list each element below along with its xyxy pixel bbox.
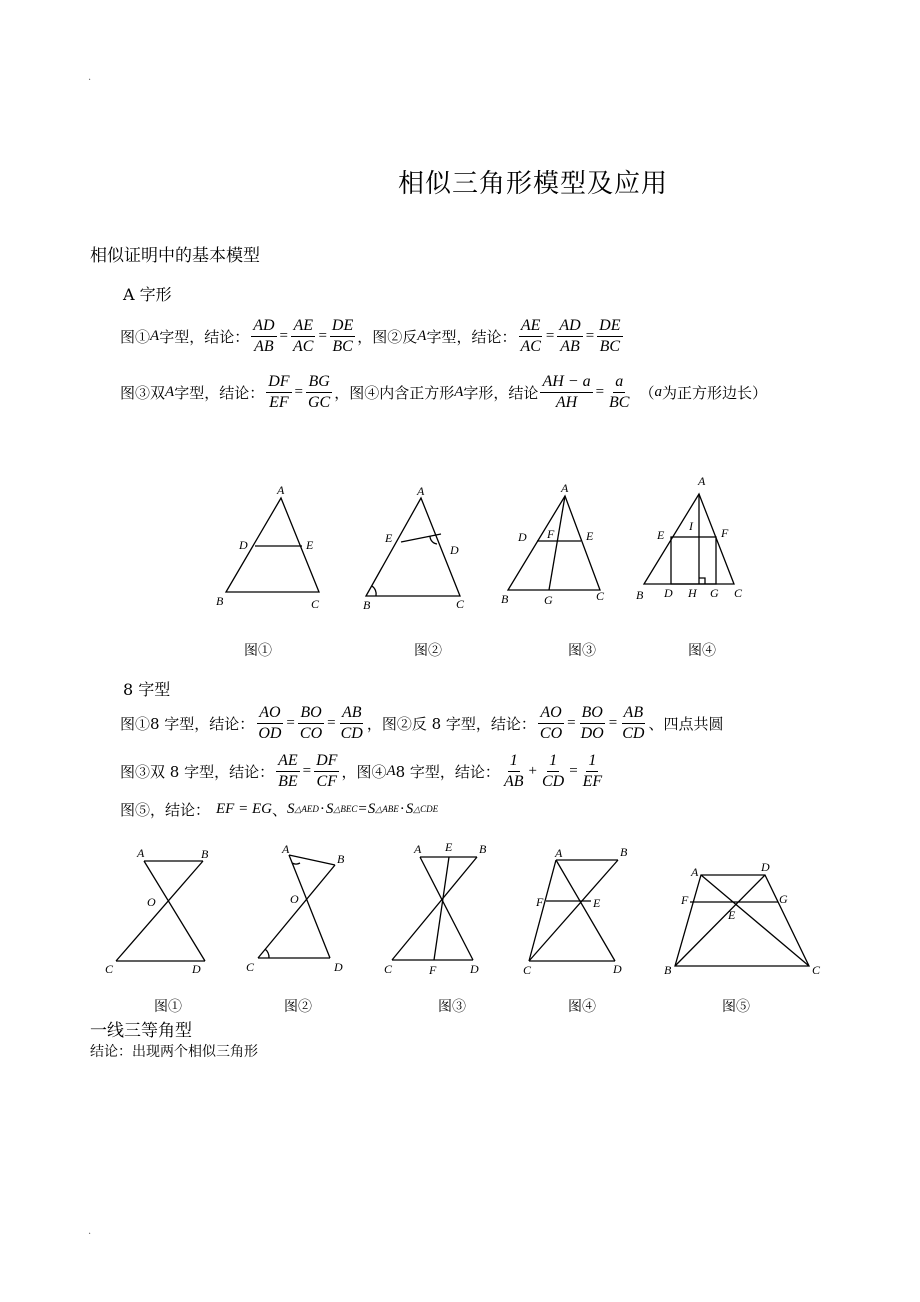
text: A [454,384,464,400]
a4-labels [636,474,743,602]
text: 图①8 字型，结论： [120,715,255,733]
three-angles-conclusion: 结论：出现两个相似三角形 [90,1044,258,1060]
section-heading-basic-models: 相似证明中的基本模型 [90,246,260,266]
label-e: E [657,528,665,542]
a-shape-figures [0,470,920,620]
numerator: AO [257,703,282,724]
label-c: C [105,962,114,976]
text: 字型，结论： [159,328,250,346]
label-a: A [137,846,145,860]
label-f: F [547,527,555,541]
label-g: G [779,892,788,906]
denominator: AH [555,394,578,411]
caption-e-fig5: 图⑤ [722,999,750,1015]
e5-labels [664,860,821,977]
text: （ [639,384,655,402]
text: ，图④内含正方形 [334,384,455,402]
denominator: EF [582,773,603,790]
numerator: a [613,372,625,393]
label-e: E [728,908,736,922]
text: 字型，结论： [426,328,517,346]
text: 图① [120,328,151,346]
corner-mark-bottom: . [88,1226,92,1237]
denominator: BC [599,338,621,355]
fraction [620,703,646,744]
label-c: C [596,589,605,603]
fraction [557,316,582,357]
a3-labels [501,481,605,607]
label-h: H [688,586,697,600]
numerator: DE [330,316,355,337]
denominator: BC [609,394,630,411]
caption-e-fig4: 图④ [568,999,596,1015]
text: S [367,801,376,817]
eight-conclusion-line-3: 图⑤，结论： EF = EG 、 S △AED · S △BEC = S △ABE · S △CDE [120,801,439,819]
denominator: CF [316,773,337,790]
label-c: C [812,963,821,977]
label-b: B [664,963,672,977]
label-c: C [734,586,743,600]
label-a: A [698,474,706,488]
fraction [291,316,315,357]
corner-mark-top: . [88,72,92,83]
label-a: A [417,484,425,498]
denominator: DO [580,725,604,742]
denominator: BE [278,773,298,790]
label-d: D [664,586,673,600]
subscript: △AED [294,804,319,814]
numerator: AB [340,703,364,724]
label-d: D [334,960,343,974]
text: 图③双 [120,384,166,402]
page-title: 相似三角形模型及应用 [398,169,669,199]
fraction [314,751,339,792]
numerator: AE [276,751,300,772]
figure-e5 [675,875,809,966]
text: 8 字型，结论： [395,763,500,781]
label-d: D [470,962,479,976]
subheading-a-shape: A 字形 [123,285,172,304]
text: A [386,763,396,779]
label-d: D [613,962,622,976]
text: A [417,328,427,344]
text: 图⑤，结论： [120,801,211,819]
subscript: △ABE [375,804,399,814]
label-b: B [337,852,345,866]
label-b: B [363,598,371,612]
subscript: △CDE [413,804,439,814]
label-f: F [536,895,544,909]
text: A [165,384,175,400]
label-o: O [290,892,299,906]
a-conclusion-line-1: 图① A 字型，结论： $\frac{AD}{AB}$ = $\frac{AE}{AC}$ = $\frac{DE}{BC}$ ，图②反 A 字型，结论： $\frac{AE}{AC}$ = $\frac{AD}{AB}$ = $\frac{DE}{BC}$ [120,317,621,355]
text: a [654,384,662,400]
numerator: AE [291,316,315,337]
denominator: CD [622,725,645,742]
numerator: DF [314,751,339,772]
label-c: C [523,963,532,977]
fraction [540,751,566,792]
label-d: D [192,962,201,976]
fraction [581,751,605,792]
denominator: CO [299,725,323,742]
a2-labels [363,484,465,612]
fraction [518,316,542,357]
label-c: C [384,962,393,976]
numerator: DF [266,372,291,393]
label-b: B [479,842,487,856]
label-d: D [450,543,459,557]
figure-e2 [258,855,335,958]
label-e: E [445,840,453,854]
label-b: B [620,845,628,859]
fraction [339,703,365,744]
figure-a2-triangle [366,498,460,596]
fraction [540,372,592,413]
label-b: B [216,594,224,608]
text: 图③双 8 字型，结论： [120,763,275,781]
text: ，图④ [341,763,387,781]
text: 、 [271,801,287,819]
eight-conclusion-line-1: 图①8 字型，结论： $\frac{AO}{OD}$ = $\frac{BO}{CO}$ = $\frac{AB}{CD}$ ，图②反 8 字型，结论： $\frac{AO}{CO}$ = $\frac{BO}{DO}$ = $\frac{AB}{CD}$ 、四点共圆 [120,704,724,742]
fraction [306,372,332,413]
label-e: E [593,896,601,910]
denominator: OD [258,725,282,742]
fraction [579,703,606,744]
numerator: BO [580,703,605,724]
label-b: B [201,847,209,861]
label-a: A [561,481,569,495]
fraction [538,703,564,744]
label-c: C [246,960,255,974]
text: 字形，结论 [463,384,539,402]
label-f: F [429,963,437,977]
figure-e4 [529,860,618,961]
text: 、四点共圆 [648,715,724,733]
fraction [597,316,622,357]
fraction [256,703,283,744]
label-g: G [544,593,553,607]
label-a: A [282,842,290,856]
text: 为正方形边长） [662,384,768,402]
subheading-8-shape: 8 字型 [123,680,171,699]
a-conclusion-line-2: 图③双 A 字型，结论： $\frac{DF}{EF}$ = $\frac{BG}{GC}$ ，图④内含正方形 A 字形，结论 $\frac{AH - a}{AH}$ = $\frac{a}{BC}$ （ a 为正方形边长） [120,373,768,411]
denominator: AB [254,338,274,355]
caption-e-fig3: 图③ [438,999,466,1015]
label-b: B [501,592,509,606]
label-e: E [385,531,393,545]
label-a: A [277,483,285,497]
numerator: DE [597,316,622,337]
label-a: A [691,865,699,879]
denominator: CD [541,773,565,790]
fraction [607,372,631,413]
numerator: AD [557,316,582,337]
fraction [251,316,276,357]
eight-shape-figures [0,835,920,985]
numerator: AE [519,316,543,337]
denominator: CD [340,725,363,742]
denominator: AB [503,773,524,790]
caption-a-fig1: 图① [244,643,272,659]
fraction [266,372,291,413]
denominator: AB [560,338,580,355]
caption-a-fig2: 图② [414,643,442,659]
denominator: EF [269,394,289,411]
caption-a-fig3: 图③ [568,643,596,659]
fraction [276,751,300,792]
denominator: BC [332,338,353,355]
label-b: B [636,588,644,602]
label-o: O [147,895,156,909]
text: A [150,328,160,344]
numerator: 1 [508,751,520,772]
caption-e-fig2: 图② [284,999,312,1015]
label-a: A [555,846,563,860]
text: S [286,801,295,817]
numerator: AH − a [540,372,592,393]
eight-conclusion-line-2: 图③双 8 字型，结论： $\frac{AE}{BE}$ = $\frac{DF}{CF}$ ，图④ A 8 字型，结论： $\frac{1}{AB}$ + $\frac{1}{CD}$ = $\frac{1}{EF}$ [120,752,603,790]
label-d: D [761,860,770,874]
text: EF = EG [216,801,272,817]
denominator: GC [308,394,331,411]
denominator: AC [293,338,314,355]
label-d: D [518,530,527,544]
numerator: 1 [547,751,559,772]
text: S [405,801,414,817]
figure-e1 [116,861,205,961]
label-c: C [311,597,320,611]
denominator: AC [520,338,541,355]
label-f: F [721,526,729,540]
text: S [325,801,334,817]
subscript: △BEC [333,804,358,814]
text: ，图②反 [357,328,418,346]
fraction [502,751,526,792]
label-a: A [414,842,422,856]
label-d: D [239,538,248,552]
label-c: C [456,597,465,611]
label-i: I [689,519,693,533]
caption-a-fig4: 图④ [688,643,716,659]
caption-e-fig1: 图① [154,999,182,1015]
numerator: AO [538,703,563,724]
numerator: BO [298,703,323,724]
label-e: E [586,529,594,543]
label-e: E [306,538,314,552]
label-f: F [681,893,689,907]
fraction [330,316,355,357]
text: 字型，结论： [174,384,265,402]
numerator: AD [251,316,276,337]
section-heading-three-angles: 一线三等角型 [90,1021,192,1041]
label-g: G [710,586,719,600]
numerator: 1 [586,751,598,772]
numerator: BG [306,372,331,393]
fraction [298,703,324,744]
denominator: CO [539,725,563,742]
numerator: AB [622,703,646,724]
text: ，图②反 8 字型，结论： [366,715,536,733]
figure-e3 [392,857,477,960]
